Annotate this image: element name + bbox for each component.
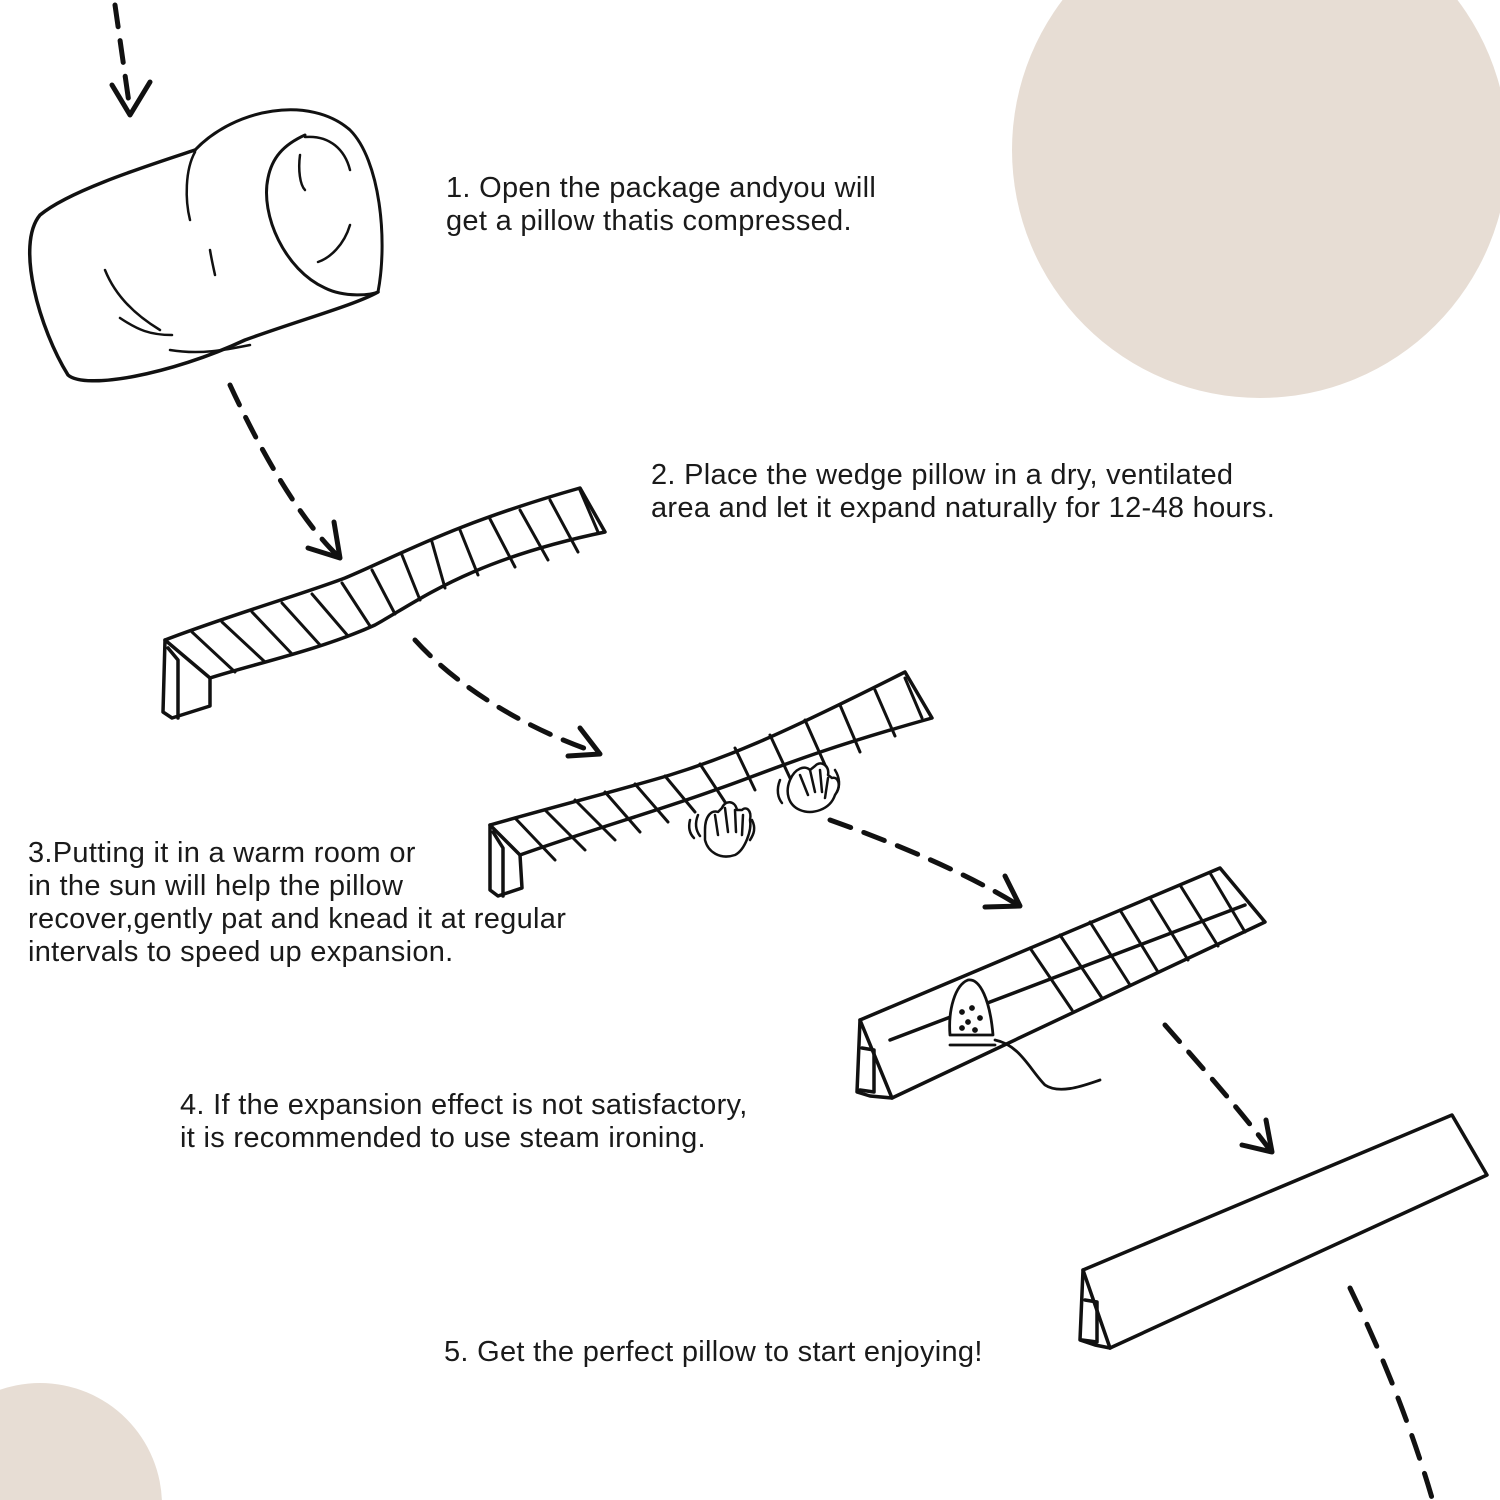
step-4-line-1: 4. If the expansion effect is not satisfactory, <box>180 1089 748 1121</box>
arrow-step-1-to-2 <box>230 385 340 558</box>
hand-pat-icon <box>689 802 754 856</box>
ironing-pillow <box>857 868 1265 1098</box>
step-3-line-1: 3.Putting it in a warm room or <box>28 837 416 869</box>
step-1-text <box>446 172 876 238</box>
arrow-step-3-to-4 <box>830 820 1020 907</box>
step-1-line-1: 1. Open the package andyou will <box>446 172 877 204</box>
arrow-from-step-5 <box>1350 1288 1432 1498</box>
step-3-line-2: in the sun will help the pillow <box>28 870 404 902</box>
step-4-text <box>180 1089 748 1155</box>
step-1-line-2: get a pillow thatis compressed. <box>446 205 852 237</box>
step-5-text <box>444 1336 983 1369</box>
decor-circle-bottom-left <box>0 1383 162 1500</box>
arrow-step-2-to-3 <box>415 640 600 756</box>
arrow-into-step-1 <box>112 5 150 115</box>
step-4-line-2: it is recommended to use steam ironing. <box>180 1122 706 1154</box>
compressed-pillow-roll <box>30 110 382 381</box>
decor-circle-top-right <box>1012 0 1500 398</box>
step-2-text <box>651 459 1275 525</box>
expanding-pillow-striped <box>163 488 605 718</box>
arrow-step-4-to-5 <box>1165 1025 1272 1152</box>
finished-wedge-pillow <box>1080 1115 1487 1348</box>
step-2-line-1: 2. Place the wedge pillow in a dry, ventilated <box>651 459 1234 491</box>
step-3-line-3: recover,gently pat and knead it at regular <box>28 903 567 935</box>
step-3-line-4: intervals to speed up expansion. <box>28 936 454 968</box>
step-3-text <box>28 837 566 969</box>
step-2-line-2: area and let it expand naturally for 12-48 hours. <box>651 492 1276 524</box>
step-5-line-1: 5. Get the perfect pillow to start enjoying! <box>444 1336 983 1368</box>
